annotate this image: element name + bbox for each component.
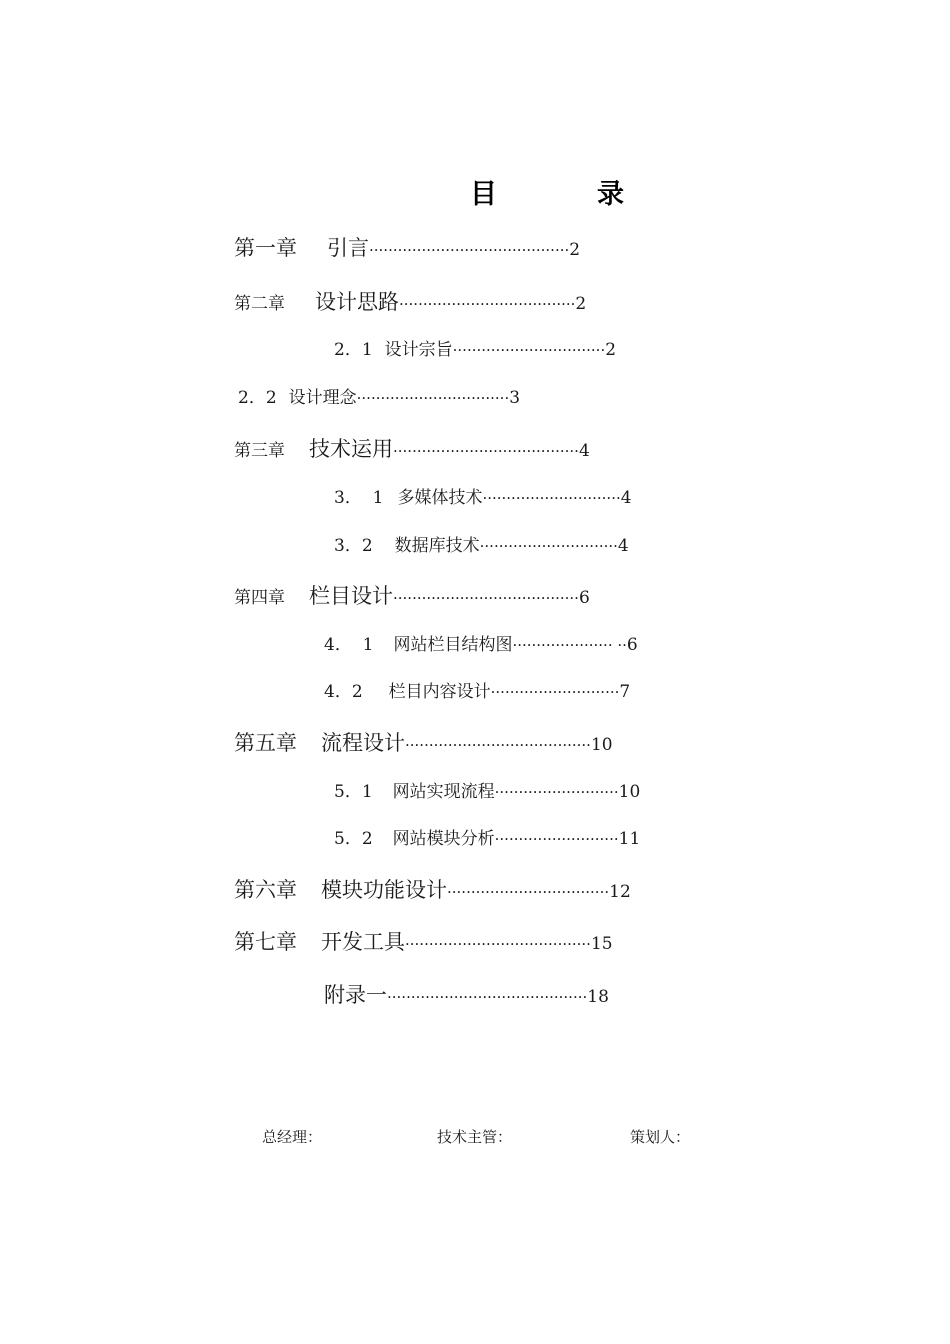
toc-label: 技术运用	[309, 437, 393, 461]
signature-tech-lead: 技术主管：	[437, 1128, 513, 1146]
toc-entry-5-2[interactable]	[334, 831, 640, 848]
toc-label: 模块功能设计	[321, 878, 447, 902]
toc-number: 第六章	[234, 878, 297, 902]
toc-page: 7	[619, 682, 631, 702]
toc-page: 4	[620, 488, 632, 508]
toc-page: 12	[609, 882, 631, 902]
toc-leader: ·····································	[399, 295, 576, 313]
toc-page: 11	[618, 829, 641, 849]
toc-entry-4-2[interactable]	[324, 684, 630, 701]
toc-label: 开发工具	[321, 930, 405, 954]
toc-number: 3． 1	[334, 488, 384, 508]
toc-page: 4	[578, 441, 590, 461]
toc-label: 网站栏目结构图	[393, 635, 513, 655]
toc-label: 数据库技术	[394, 536, 480, 556]
title-char-1: 目	[470, 179, 497, 210]
toc-number: 第四章	[234, 588, 285, 608]
toc-label: 附录一	[324, 983, 387, 1007]
toc-number: 第二章	[234, 294, 285, 314]
toc-page: 2	[569, 240, 581, 260]
toc-label: 网站模块分析	[392, 829, 495, 849]
toc-leader: ··························	[494, 830, 619, 848]
toc-leader: ·····························	[479, 537, 618, 555]
signature-manager: 总经理：	[262, 1128, 323, 1146]
toc-label: 栏目设计	[309, 584, 393, 608]
toc-leader: ····················· ··	[512, 636, 627, 654]
toc-label: 流程设计	[321, 731, 405, 755]
toc-label: 设计理念	[288, 388, 357, 408]
toc-page: 15	[590, 934, 613, 954]
toc-page: 2	[575, 294, 587, 314]
toc-number: 第七章	[234, 930, 297, 954]
toc-number: 2．1	[334, 340, 373, 360]
toc-entry-chapter-1[interactable]	[234, 238, 580, 259]
toc-page: 18	[587, 987, 609, 1007]
toc-entry-chapter-3[interactable]	[234, 439, 590, 460]
toc-leader: ·······································	[405, 935, 591, 953]
signature-planner: 策划人：	[630, 1128, 691, 1146]
toc-number: 第一章	[234, 236, 297, 260]
toc-page: 6	[626, 635, 638, 655]
toc-entry-4-1[interactable]	[324, 637, 638, 654]
toc-leader: ·······································	[393, 589, 579, 607]
toc-leader: ··········································	[369, 241, 570, 259]
toc-entry-chapter-5[interactable]	[234, 733, 613, 754]
toc-leader: ································	[356, 389, 510, 407]
toc-entry-chapter-7[interactable]	[234, 932, 613, 953]
toc-leader: ··························	[494, 783, 619, 801]
toc-entry-chapter-6[interactable]	[234, 880, 631, 901]
toc-number: 第五章	[234, 731, 297, 755]
toc-leader: ································	[452, 341, 606, 359]
title-char-2: 录	[597, 179, 624, 210]
toc-label: 引言	[327, 236, 369, 260]
toc-entry-2-1[interactable]	[334, 342, 616, 359]
toc-label: 栏目内容设计	[388, 682, 491, 702]
toc-number: 4． 1	[324, 635, 374, 655]
toc-leader: ·······································	[405, 736, 591, 754]
toc-page: 4	[617, 536, 629, 556]
toc-number: 5．1	[334, 782, 373, 802]
toc-label: 多媒体技术	[397, 488, 483, 508]
toc-page: 10	[590, 735, 613, 755]
toc-number: 4．2	[324, 682, 363, 702]
toc-page: 2	[605, 340, 617, 360]
toc-number: 第三章	[234, 441, 285, 461]
toc-number: 2．2	[238, 388, 277, 408]
toc-page: 10	[618, 782, 641, 802]
toc-number: 5．2	[334, 829, 373, 849]
toc-leader: ··········································	[387, 988, 588, 1006]
toc-label: 网站实现流程	[392, 782, 495, 802]
toc-leader: ···························	[490, 683, 620, 701]
toc-entry-5-1[interactable]	[334, 784, 640, 801]
toc-entry-appendix-1[interactable]	[324, 985, 609, 1006]
toc-leader: ··································	[447, 883, 610, 901]
toc-label: 设计思路	[315, 290, 399, 314]
toc-page: 3	[509, 388, 521, 408]
toc-entry-3-2[interactable]	[334, 538, 629, 555]
toc-leader: ·····························	[482, 489, 621, 507]
toc-entry-chapter-2[interactable]	[234, 292, 586, 313]
toc-label: 设计宗旨	[384, 340, 453, 360]
toc-page: 6	[578, 588, 590, 608]
toc-number: 3．2	[334, 536, 373, 556]
toc-leader: ·······································	[393, 442, 579, 460]
toc-entry-2-2[interactable]	[238, 390, 520, 407]
toc-entry-3-1[interactable]	[334, 490, 632, 507]
toc-entry-chapter-4[interactable]	[234, 586, 590, 607]
